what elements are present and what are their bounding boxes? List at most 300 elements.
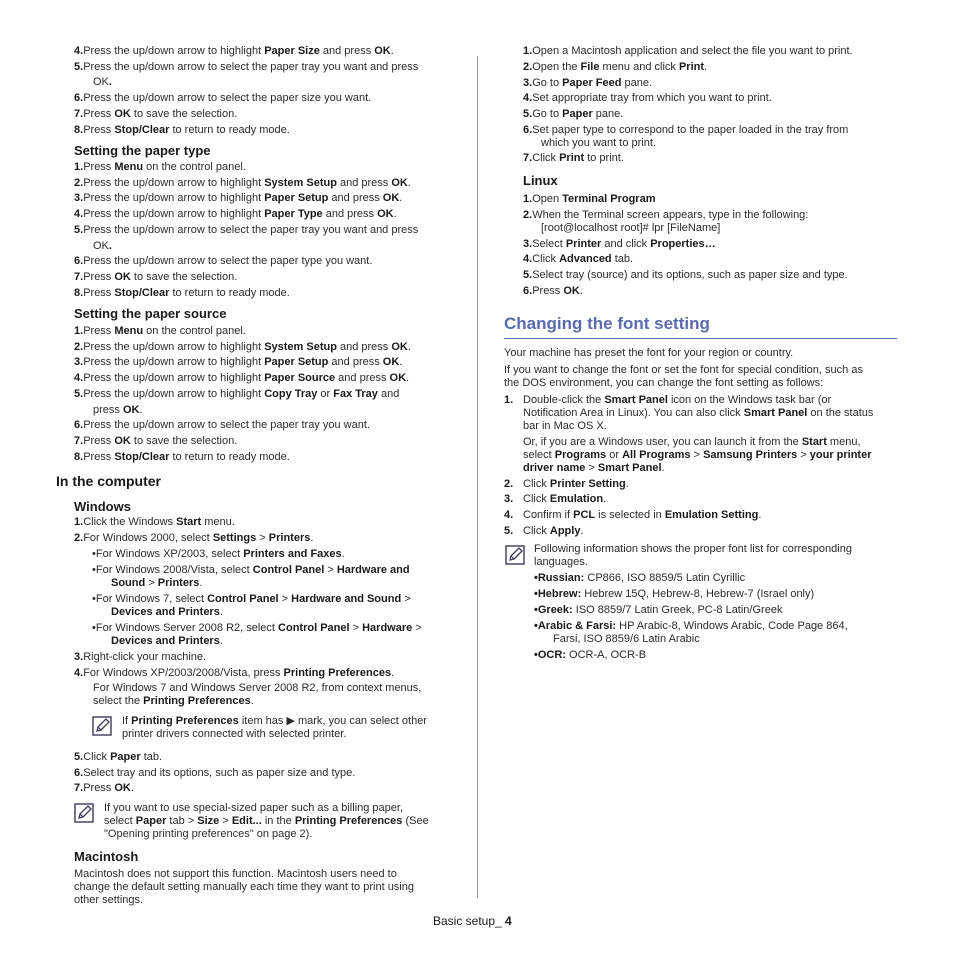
- paper-type-step: [74, 177, 411, 190]
- text-segment: Print: [559, 152, 585, 164]
- text-segment: Press: [83, 782, 115, 795]
- text-segment: Edit...: [231, 815, 262, 827]
- paper-size-step: [74, 108, 237, 121]
- text-segment: Set appropriate tray from which you want to print.: [532, 92, 772, 104]
- text-segment: All Programs: [622, 449, 691, 461]
- text-segment: and click: [601, 237, 651, 250]
- text-segment: .: [406, 372, 410, 385]
- text-segment: Press the up/down arrow to highlight: [83, 356, 265, 369]
- text-segment: .: [390, 45, 394, 57]
- text-segment: Fax Tray: [333, 387, 378, 400]
- step-number: 4.: [504, 509, 514, 521]
- text-segment: Start: [176, 516, 202, 528]
- paper-source-step: [74, 388, 399, 401]
- font-step: [504, 478, 629, 491]
- text-segment: and press: [336, 176, 392, 189]
- text-segment: menu.: [201, 516, 235, 528]
- text-segment: OK: [391, 340, 408, 353]
- step-number: 2.: [74, 340, 84, 353]
- text-segment: Smart Panel: [597, 462, 662, 474]
- font-list-item: [534, 620, 848, 633]
- windows-step: [74, 516, 235, 529]
- paper-source-step: [74, 419, 370, 432]
- text-segment: select: [523, 449, 555, 461]
- text-segment: Click: [523, 493, 550, 505]
- note-pencil-icon: [505, 545, 525, 565]
- text-segment: >: [349, 622, 363, 634]
- text-segment: Double-click the: [523, 394, 605, 406]
- text-segment: Select tray and its options, such as paper size and type.: [83, 766, 356, 779]
- text-segment: Press: [83, 107, 115, 120]
- linux-step: [523, 193, 655, 206]
- text-segment: •For Windows XP/2003, select: [92, 548, 244, 560]
- step-number: 2.: [504, 478, 514, 490]
- text-segment: Press the up/down arrow to highlight: [83, 372, 265, 385]
- font-language: •OCR:: [534, 649, 566, 661]
- text-segment: Paper Setup: [264, 356, 329, 369]
- text-segment: Devices and Printers: [111, 606, 220, 618]
- text-segment: is selected in: [595, 509, 665, 521]
- text-segment: Stop/Clear: [114, 450, 170, 463]
- text-segment: Print: [678, 61, 705, 73]
- text-segment: .: [139, 403, 143, 416]
- step-number: 5.: [74, 60, 84, 73]
- windows-step: [74, 651, 206, 664]
- note-line: [104, 802, 403, 815]
- windows-step: [92, 564, 410, 577]
- text-segment: Printers: [268, 532, 311, 544]
- text-segment: Press the up/down arrow to highlight: [83, 45, 265, 57]
- text-segment: Paper Type: [264, 208, 323, 221]
- font-values: OCR-A, OCR-B: [565, 649, 647, 661]
- step-number: 6.: [74, 766, 84, 779]
- text-segment: For Windows XP/2003/2008/Vista, press: [83, 667, 284, 679]
- step-number: 7.: [74, 270, 84, 283]
- text-segment: Control Panel: [207, 593, 279, 605]
- text-segment: the DOS environment, you can change the font setting as follows:: [504, 377, 824, 389]
- text-segment: to return to ready mode.: [169, 286, 290, 299]
- text-segment: Control Panel: [278, 622, 350, 634]
- note-line: [104, 815, 429, 828]
- text-segment: .: [130, 782, 134, 795]
- windows-step: [111, 606, 223, 619]
- text-segment: Paper: [562, 108, 593, 120]
- text-segment: Paper Feed: [562, 76, 622, 89]
- note-line: [104, 828, 312, 841]
- windows-step: [93, 682, 421, 695]
- step-number: 3.: [74, 192, 84, 205]
- text-segment: .: [341, 548, 345, 560]
- text-segment: menu and click: [599, 61, 679, 73]
- text-segment: >: [585, 462, 598, 474]
- text-segment: and press: [335, 372, 390, 385]
- text-segment: >: [412, 622, 422, 634]
- text-segment: Click: [532, 253, 560, 265]
- paper-size-step: [93, 76, 112, 89]
- text-segment: and press: [328, 192, 383, 205]
- text-segment: Size: [197, 815, 220, 827]
- text-segment: and press: [319, 45, 375, 57]
- footer-text: Basic setup_: [433, 914, 506, 928]
- text-segment: OK: [391, 176, 408, 189]
- text-segment: >: [797, 449, 810, 461]
- windows-step: [111, 577, 202, 590]
- font-step: [504, 394, 831, 407]
- text-segment: Go to: [532, 76, 563, 89]
- text-segment: to save the selection.: [130, 270, 238, 283]
- text-segment: and: [377, 387, 400, 400]
- step-number: 2.: [74, 176, 84, 189]
- text-segment: on the status: [807, 407, 874, 419]
- text-segment: Press the up/down arrow to highlight: [83, 208, 265, 221]
- font-step: [523, 462, 665, 475]
- step-number: 2.: [74, 532, 84, 544]
- paper-type-step: [74, 271, 237, 284]
- text-segment: Copy Tray: [264, 387, 318, 400]
- text-segment: Press: [83, 434, 115, 447]
- text-segment: Emulation Setting: [664, 509, 759, 521]
- step-number: 3.: [523, 76, 533, 89]
- text-segment: .: [580, 525, 584, 537]
- text-segment: Press the up/down arrow to select the paper tray you want and press: [83, 60, 419, 73]
- text-segment: Hardware and Sound: [291, 593, 402, 605]
- paper-source-step: [74, 356, 402, 369]
- text-segment: or: [606, 449, 623, 461]
- text-segment: select the: [93, 695, 144, 707]
- linux-heading: Linux: [523, 173, 558, 188]
- page-footer: [433, 915, 512, 928]
- font-list-item: [534, 604, 782, 617]
- text-segment: When the Terminal screen appears, type in the following:: [532, 209, 809, 221]
- text-segment: >: [278, 593, 292, 605]
- step-number: 3.: [523, 237, 533, 250]
- text-segment: change the default setting manually each time they want to print using: [74, 881, 414, 893]
- text-segment: System Setup: [264, 340, 337, 353]
- windows-step: [93, 695, 254, 708]
- macintosh-heading: Macintosh: [74, 849, 139, 864]
- font-step: [504, 509, 761, 522]
- step-number: 3.: [74, 356, 84, 369]
- text-segment: OK: [93, 76, 109, 89]
- step-number: 6.: [74, 419, 84, 432]
- mac-step: [523, 77, 652, 90]
- text-segment: press: [93, 403, 123, 416]
- step-number: 5.: [74, 751, 84, 763]
- text-segment: Menu: [114, 325, 144, 337]
- windows-step: [74, 532, 313, 545]
- windows-step: [74, 751, 162, 764]
- paper-type-step: [93, 240, 112, 253]
- text-segment: .: [704, 61, 708, 73]
- text-segment: Press: [83, 123, 115, 136]
- linux-step: [523, 209, 808, 222]
- text-segment: Your machine has preset the font for your region or country.: [504, 347, 794, 359]
- text-segment: Sound: [111, 577, 146, 589]
- paper-size-step: [74, 124, 290, 137]
- step-number: 1.: [74, 161, 84, 173]
- step-number: 3.: [504, 493, 514, 505]
- step-number: 4.: [74, 208, 84, 221]
- font-language: •Arabic & Farsi:: [534, 620, 617, 632]
- macintosh-line: [74, 881, 414, 894]
- step-number: 6.: [523, 284, 533, 297]
- step-number: 5.: [523, 108, 533, 120]
- text-segment: select: [104, 815, 136, 827]
- text-segment: item has ▶ mark, you can select other: [238, 715, 427, 727]
- text-segment: Press: [83, 325, 115, 337]
- font-language: •Greek:: [534, 604, 573, 616]
- mac-step: [523, 61, 707, 74]
- text-segment: languages.: [534, 556, 588, 568]
- text-segment: .: [393, 208, 397, 221]
- mac-step: [523, 152, 624, 165]
- text-segment: Click: [523, 525, 550, 537]
- text-segment: Apply: [549, 525, 581, 537]
- text-segment: .: [310, 532, 314, 544]
- text-segment: to save the selection.: [130, 434, 238, 447]
- text-segment: OK: [389, 372, 407, 385]
- mac-step: [523, 124, 848, 137]
- text-segment: .: [399, 192, 403, 205]
- text-segment: .: [108, 239, 112, 252]
- text-segment: >: [145, 577, 158, 589]
- step-number: 2.: [523, 61, 533, 73]
- font-step: [523, 436, 861, 449]
- step-number: 7.: [523, 152, 533, 164]
- step-number: 1.: [74, 516, 84, 528]
- text-segment: OK: [114, 434, 131, 447]
- step-number: 1.: [74, 325, 84, 337]
- text-segment: .: [407, 176, 411, 189]
- note-pencil-icon: [92, 716, 112, 736]
- text-segment: .: [399, 356, 403, 369]
- text-segment: PCL: [573, 509, 596, 521]
- step-number: 1.: [523, 45, 533, 57]
- linux-step: [523, 253, 633, 266]
- text-segment: Printers: [157, 577, 200, 589]
- text-segment: which you want to print.: [541, 137, 656, 149]
- text-segment: .: [219, 635, 223, 647]
- text-segment: bar in Mac OS X.: [523, 420, 607, 432]
- text-segment: Press the up/down arrow to select the paper tray you want.: [83, 419, 370, 432]
- text-segment: Open: [532, 193, 563, 205]
- text-segment: >: [401, 593, 411, 605]
- text-segment: OK: [382, 192, 400, 205]
- mac-step: [523, 92, 772, 105]
- font-intro-line: [504, 364, 863, 377]
- font-intro-line: [504, 377, 823, 390]
- text-segment: •For Windows 2008/Vista, select: [92, 564, 253, 576]
- text-segment: Press: [83, 286, 115, 299]
- text-segment: Press the up/down arrow to highlight: [83, 340, 265, 353]
- text-segment: .: [391, 667, 395, 679]
- text-segment: and press: [328, 356, 383, 369]
- text-segment: Right-click your machine.: [83, 651, 207, 663]
- text-segment: Emulation: [549, 493, 604, 505]
- font-list-item: [553, 633, 700, 646]
- text-segment: Stop/Clear: [114, 123, 170, 136]
- paper-source-step: [74, 325, 246, 338]
- text-segment: OK: [114, 782, 131, 795]
- text-segment: OK: [114, 270, 131, 283]
- text-segment: For Windows 2000, select: [83, 532, 213, 544]
- text-segment: Printing Preferences: [131, 715, 239, 727]
- step-number: 8.: [74, 123, 84, 136]
- step-number: 7.: [74, 434, 84, 447]
- text-segment: Select: [532, 237, 566, 250]
- text-segment: Notification Area in Linux). You can also click: [523, 407, 744, 419]
- font-list-item: [534, 572, 745, 585]
- text-segment: >: [219, 815, 232, 827]
- linux-step: [541, 222, 720, 235]
- text-segment: Paper Source: [264, 372, 336, 385]
- note-line: [122, 715, 427, 728]
- text-segment: Control Panel: [252, 564, 325, 576]
- text-segment: Press the up/down arrow to highlight: [83, 176, 265, 189]
- windows-step: [74, 667, 394, 680]
- text-segment: Printer: [565, 237, 602, 250]
- text-segment: other settings.: [74, 894, 144, 906]
- paper-source-step: [74, 341, 411, 354]
- paper-type-step: [74, 255, 372, 268]
- text-segment: .: [250, 695, 254, 707]
- text-segment: .: [108, 76, 112, 89]
- text-segment: Printing Preferences: [143, 695, 251, 707]
- font-step: [523, 420, 607, 433]
- paper-source-step: [74, 435, 237, 448]
- mac-step: [541, 137, 656, 150]
- font-step: [504, 525, 584, 538]
- macintosh-line: [74, 894, 143, 907]
- paper-size-step: [74, 92, 371, 105]
- text-segment: Paper Size: [264, 45, 320, 57]
- text-segment: and press: [336, 340, 392, 353]
- step-number: 4.: [74, 667, 84, 679]
- paper-type-step: [74, 208, 397, 221]
- text-segment: .: [219, 606, 223, 618]
- text-segment: Click: [532, 152, 560, 164]
- windows-heading: Windows: [74, 499, 131, 514]
- text-segment: Paper: [110, 751, 141, 763]
- text-segment: Smart Panel: [604, 394, 668, 406]
- paper-type-step: [74, 192, 402, 205]
- font-step: [523, 449, 872, 462]
- step-number: 1.: [523, 193, 533, 205]
- windows-step: [74, 782, 134, 795]
- text-segment: Set paper type to correspond to the paper loaded in the tray from: [532, 123, 849, 136]
- text-segment: tab.: [140, 751, 163, 763]
- step-number: 6.: [74, 92, 84, 105]
- step-number: 8.: [74, 450, 84, 463]
- text-segment: Press: [83, 161, 115, 173]
- paper-type-step: [74, 287, 290, 300]
- linux-step: [523, 269, 848, 282]
- step-number: 5.: [74, 387, 84, 400]
- text-segment: Press the up/down arrow to highlight: [83, 387, 265, 400]
- font-step: [504, 493, 606, 506]
- step-number: 4.: [523, 253, 533, 265]
- text-segment: Or, if you are a Windows user, you can launch it from the: [523, 436, 802, 448]
- text-segment: Open a Macintosh application and select the file you want to print.: [532, 45, 853, 57]
- text-segment: OK: [374, 45, 391, 57]
- text-segment: Macintosh does not support this function. Macintosh users need to: [74, 868, 397, 880]
- windows-step: [92, 622, 422, 635]
- note-line: [534, 556, 588, 569]
- text-segment: Devices and Printers: [111, 635, 220, 647]
- text-segment: Open the: [532, 61, 581, 73]
- paper-source-heading: Setting the paper source: [74, 306, 227, 321]
- text-segment: Properties…: [650, 237, 716, 250]
- step-number: 5.: [523, 269, 533, 281]
- step-number: 2.: [523, 209, 533, 221]
- text-segment: Hardware: [362, 622, 413, 634]
- text-segment: Press: [83, 270, 115, 283]
- windows-step: [92, 548, 345, 561]
- heading-rule: [504, 338, 897, 339]
- text-segment: If: [122, 715, 132, 727]
- text-segment: >: [324, 564, 337, 576]
- text-segment: Confirm if: [523, 509, 574, 521]
- text-segment: your printer: [809, 449, 872, 461]
- text-segment: (See: [402, 815, 429, 827]
- text-segment: >: [690, 449, 704, 461]
- text-segment: If you want to use special-sized paper such as a billing paper,: [104, 802, 404, 814]
- text-segment: OK: [382, 356, 400, 369]
- text-segment: Printing Preferences: [283, 667, 392, 679]
- step-number: 4.: [74, 372, 84, 385]
- text-segment: in the: [261, 815, 295, 827]
- text-segment: .: [407, 340, 411, 353]
- text-segment: on the control panel.: [143, 325, 246, 337]
- text-segment: Press the up/down arrow to highlight: [83, 192, 265, 205]
- text-segment: Click: [83, 751, 111, 763]
- text-segment: Stop/Clear: [114, 286, 170, 299]
- step-number: 4.: [523, 92, 533, 104]
- column-divider: [477, 56, 478, 898]
- step-number: 8.: [74, 286, 84, 299]
- text-segment: Go to: [532, 108, 563, 120]
- text-segment: Terminal Program: [562, 193, 656, 205]
- text-segment: driver name: [523, 462, 586, 474]
- font-language: •Hebrew:: [534, 588, 582, 600]
- note-pencil-icon: [74, 803, 94, 823]
- text-segment: or: [317, 387, 334, 400]
- text-segment: Printers and Faxes: [243, 548, 342, 560]
- mac-step: [523, 108, 623, 121]
- text-segment: File: [580, 61, 600, 73]
- text-segment: to return to ready mode.: [169, 123, 290, 136]
- text-segment: Following information shows the proper font list for corresponding: [534, 543, 852, 555]
- text-segment: Paper Setup: [264, 192, 329, 205]
- linux-step: [523, 238, 716, 251]
- text-segment: .: [199, 577, 203, 589]
- text-segment: OK: [93, 239, 109, 252]
- font-values: Hebrew 15Q, Hebrew-8, Hebrew-7 (Israel only): [581, 588, 815, 600]
- text-segment: Press: [532, 284, 564, 297]
- text-segment: tab.: [611, 253, 634, 265]
- text-segment: Hardware and: [336, 564, 410, 576]
- text-segment: OK: [122, 403, 140, 416]
- text-segment: .: [625, 478, 629, 490]
- text-segment: >: [256, 532, 269, 544]
- font-setting-heading: Changing the font setting: [504, 314, 710, 333]
- text-segment: System Setup: [264, 176, 337, 189]
- font-step: [523, 407, 873, 420]
- paper-source-step: [74, 372, 409, 385]
- text-segment: Press the up/down arrow to select the paper tray you want and press: [83, 223, 419, 236]
- text-segment: Settings: [212, 532, 257, 544]
- windows-step: [74, 767, 355, 780]
